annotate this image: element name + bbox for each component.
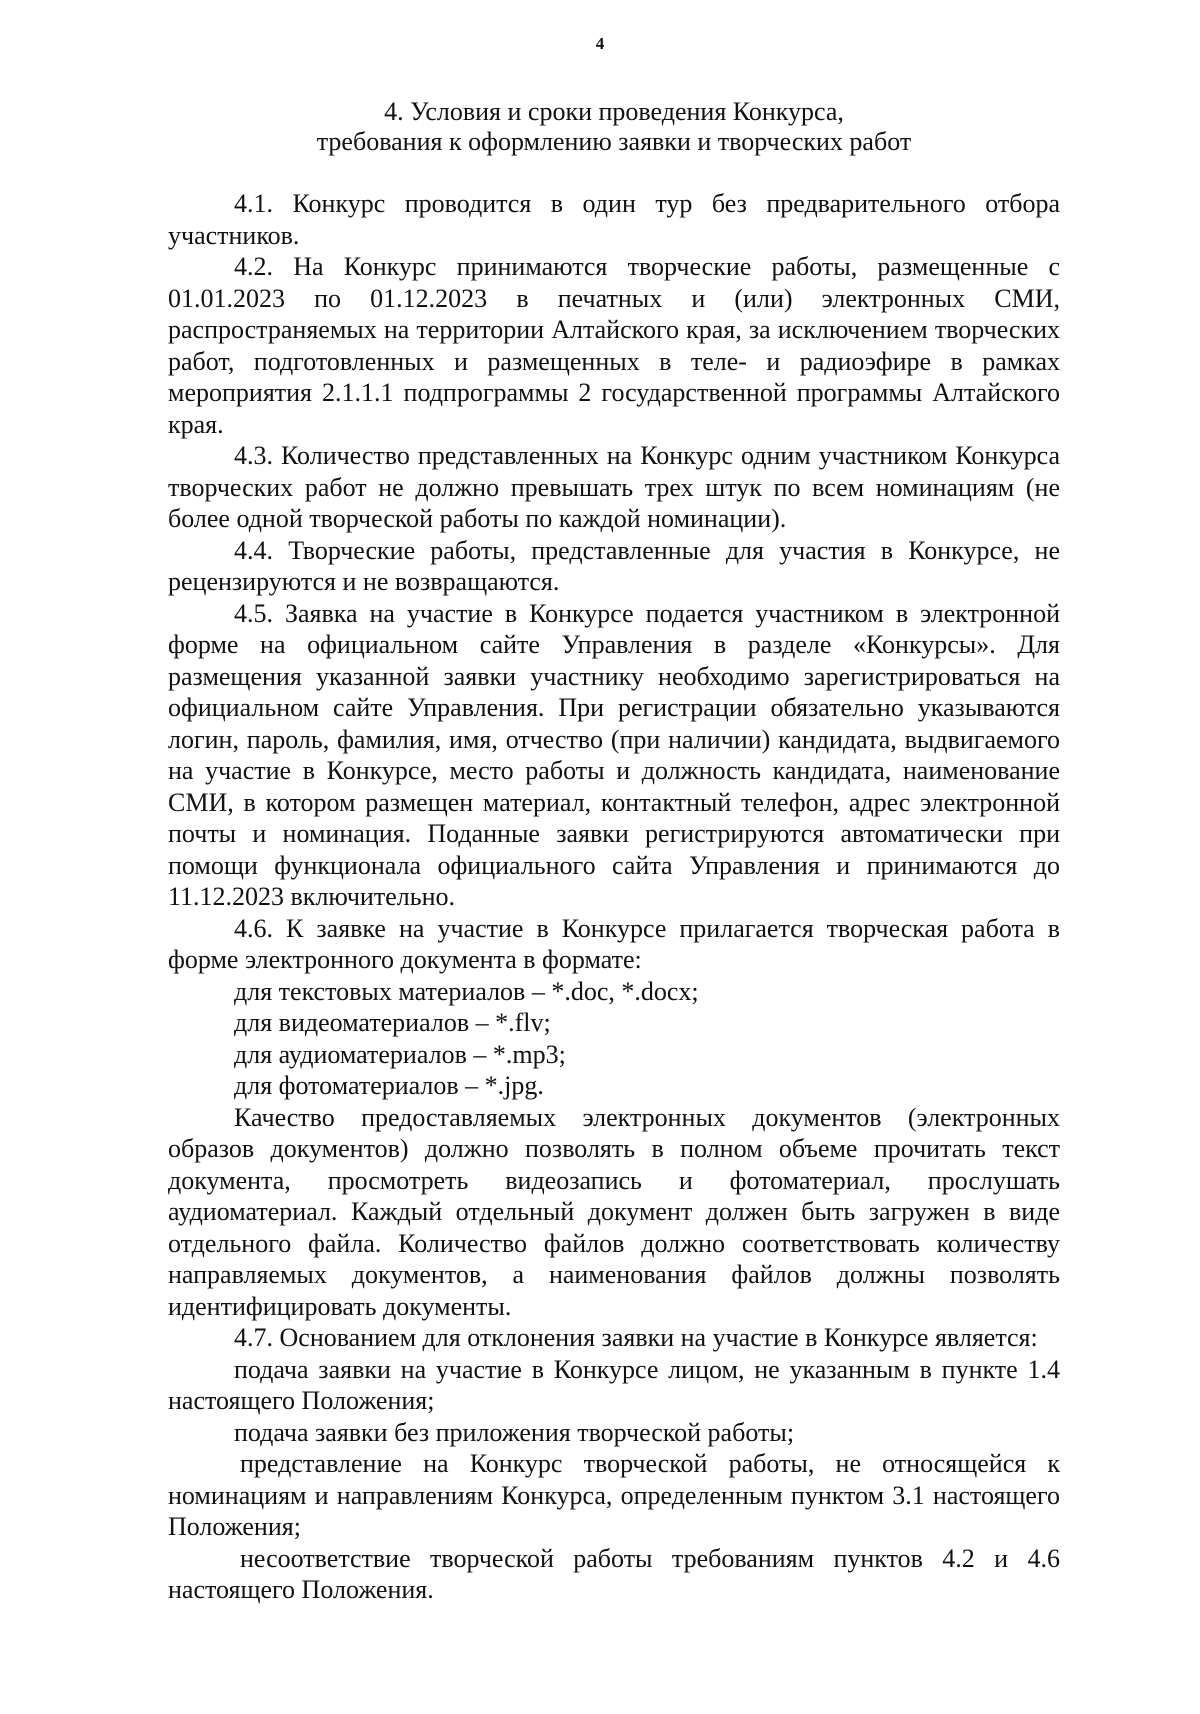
format-item-audio: для аудиоматериалов – *.mp3; bbox=[234, 1039, 566, 1069]
paragraph-4-7: 4.7. Основанием для отклонения заявки на участие в Конкурсе является: bbox=[234, 1323, 1038, 1352]
format-item-photo: для фотоматериалов – *.jpg. bbox=[234, 1071, 544, 1100]
format-item-text: для текстовых материалов – *.doc, *.docx; bbox=[234, 976, 699, 1006]
rejection-reason-2: подача заявки без приложения творческой работы; bbox=[234, 1417, 795, 1447]
page-number: 4 bbox=[595, 34, 605, 53]
paragraph-4-6: 4.6. К заявке на участие в Конкурсе прилагается творческая работа в форме электронного документа в формате: bbox=[168, 913, 1060, 974]
section-title-line-1: 4. Условия и сроки проведения Конкурса, bbox=[384, 97, 844, 126]
paragraph-quality: Качество предоставляемых электронных документов (электронных образов документов) должно позволять в полном объеме прочитать текст документа, просмотреть видеозапись и фотоматериал, прослушать аудиоматериал. Каждый отдельный документ должен быть загружен в виде отдельного файла. Количество файлов должно соответствовать количеству направляемых документов, а наименования файлов должны позволять идентифицировать документы. bbox=[168, 1102, 1060, 1321]
paragraph-4-1: 4.1. Конкурс проводится в один тур без предварительного отбора участников. bbox=[168, 189, 1060, 250]
document-body bbox=[168, 188, 1060, 1606]
format-item-video: для видеоматериалов – *.flv; bbox=[234, 1008, 551, 1037]
section-title-line-2: требования к оформлению заявки и творческих работ bbox=[316, 127, 912, 156]
rejection-reason-4: несоответствие творческой работы требованиям пунктов 4.2 и 4.6 настоящего Положения. bbox=[168, 1543, 1060, 1604]
rejection-reason-3: представление на Конкурс творческой работы, не относящейся к номинациям и направлениям Конкурса, определенным пунктом 3.1 настоящего Положения; bbox=[168, 1449, 1060, 1541]
paragraph-4-2: 4.2. На Конкурс принимаются творческие работы, размещенные с 01.01.2023 по 01.12.2023 в печатных и (или) электронных СМИ, распространяемых на территории Алтайского края, за исключением творческих работ, подготовленных и размещенных в теле- и радиоэфире в рамках мероприятия 2.1.1.1 подпрограммы 2 государственной программы Алтайского края. bbox=[168, 252, 1060, 439]
rejection-reason-1: подача заявки на участие в Конкурсе лицом, не указанным в пункте 1.4 настоящего Положения; bbox=[168, 1354, 1060, 1415]
paragraph-4-3: 4.3. Количество представленных на Конкурс одним участником Конкурса творческих работ не должно превышать трех штук по всем номинациям (не более одной творческой работы по каждой номинации). bbox=[168, 441, 1060, 533]
section-heading bbox=[168, 97, 1060, 157]
paragraph-4-5: 4.5. Заявка на участие в Конкурсе подается участником в электронной форме на официальном сайте Управления в разделе «Конкурсы». Для размещения указанной заявки участнику необходимо зарегистрироваться на официальном сайте Управления. При регистрации обязательно указываются логин, пароль, фамилия, имя, отчество (при наличии) кандидата, выдвигаемого на участие в Конкурсе, место работы и должность кандидата, наименование СМИ, в котором размещен материал, контактный телефон, адрес электронной почты и номинация. Поданные заявки регистрируются автоматически при помощи функционала официального сайта Управления и принимаются до 11.12.2023 включительно. bbox=[168, 598, 1060, 911]
paragraph-4-4: 4.4. Творческие работы, представленные для участия в Конкурсе, не рецензируются и не возвращаются. bbox=[168, 535, 1060, 596]
